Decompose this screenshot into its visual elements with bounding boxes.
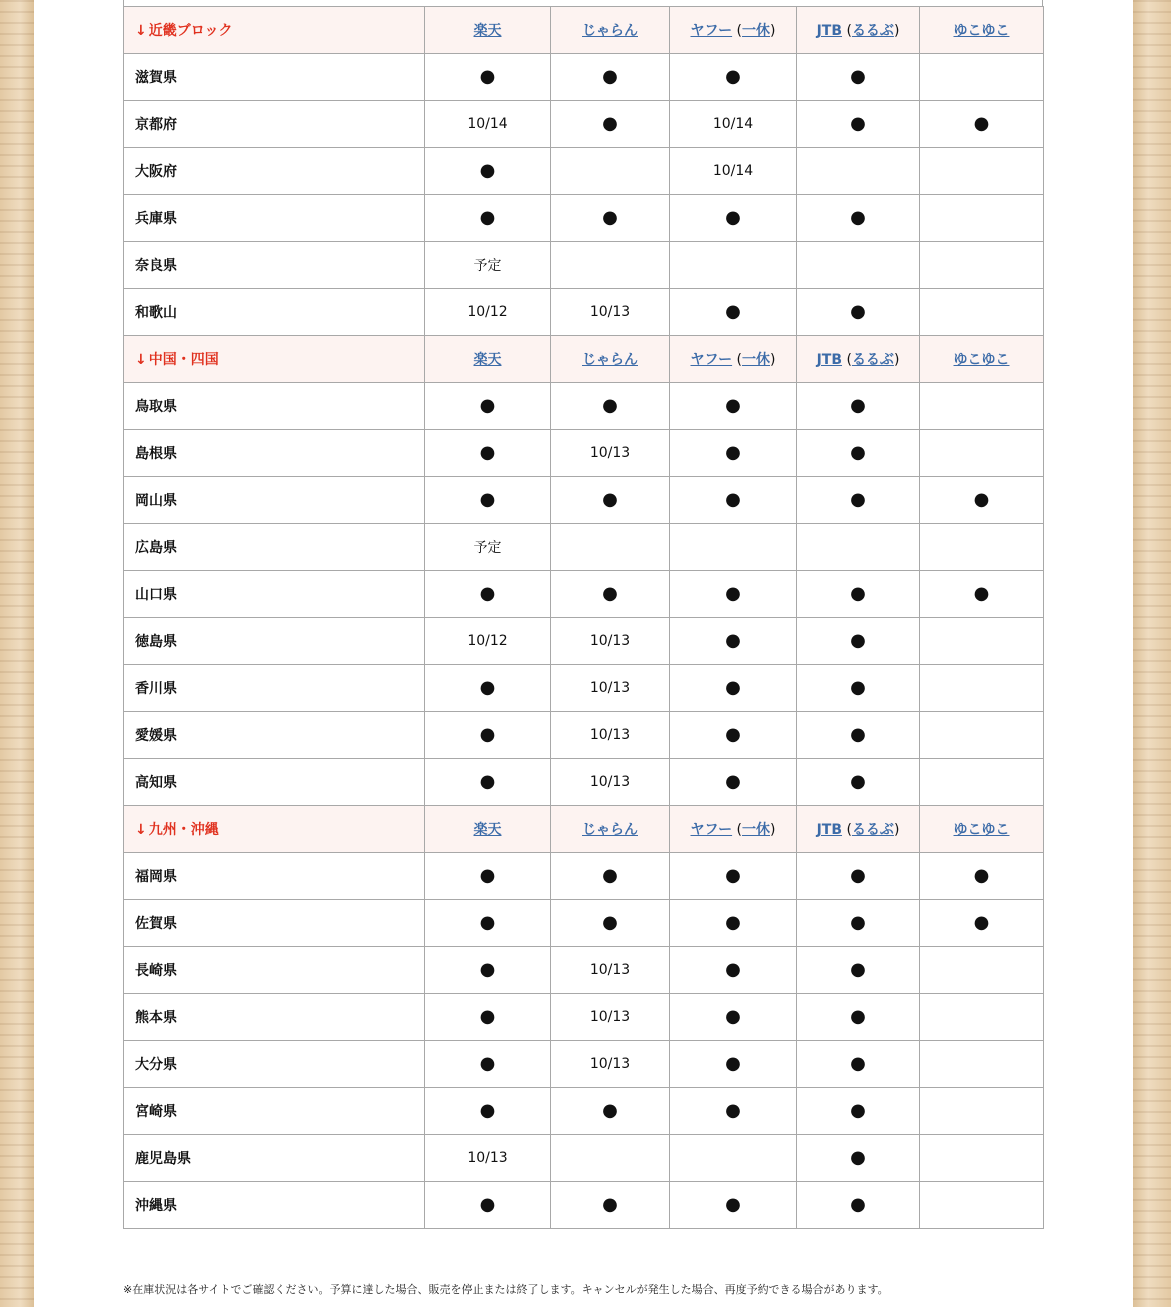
available-dot-icon: ● (602, 395, 618, 416)
available-dot-icon: ● (725, 1053, 741, 1074)
cell-yukoyuko (920, 242, 1044, 289)
yahoo-link[interactable]: ヤフー (690, 352, 733, 368)
available-dot-icon: ● (973, 912, 990, 933)
cell-jtb (797, 665, 920, 712)
available-dot-icon: ● (479, 912, 496, 933)
available-dot-icon: ● (725, 1100, 741, 1121)
cell-jtb (797, 1182, 920, 1229)
table-row (124, 947, 1044, 994)
cell-jtb (797, 900, 920, 947)
available-dot-icon: ● (602, 1100, 618, 1121)
table-row (124, 289, 1044, 336)
jalan-link[interactable]: じゃらん (582, 822, 638, 838)
down-arrow-icon: ↓ (135, 822, 147, 838)
region-header-row (124, 336, 1044, 383)
prefecture-name: 鹿児島県 (124, 1135, 425, 1182)
rakuten-link[interactable]: 楽天 (473, 822, 502, 838)
jtb-link[interactable]: JTB (816, 352, 843, 368)
cell-jtb (797, 524, 920, 571)
cell-jtb (797, 712, 920, 759)
available-dot-icon: ● (602, 66, 618, 87)
available-dot-icon: ● (850, 1053, 866, 1074)
cell-jtb (797, 947, 920, 994)
table-row (124, 618, 1044, 665)
table-row (124, 242, 1044, 289)
rurubu-link[interactable]: るるぶ (851, 822, 894, 838)
cell-yukoyuko (920, 571, 1044, 618)
available-dot-icon: ● (850, 583, 866, 604)
cell-yukoyuko (920, 195, 1044, 242)
cell-jtb (797, 1088, 920, 1135)
prefecture-name: 兵庫県 (124, 195, 425, 242)
cell-rakuten (425, 195, 551, 242)
header-yukoyuko (920, 806, 1044, 853)
cell-yahoo (670, 994, 797, 1041)
cell-jalan: 10/13 (551, 994, 670, 1041)
table-row (124, 900, 1044, 947)
prefecture-name: 福岡県 (124, 853, 425, 900)
cell-jalan: 10/13 (551, 712, 670, 759)
available-dot-icon: ● (850, 865, 866, 886)
available-dot-icon: ● (725, 959, 741, 980)
available-dot-icon: ● (850, 207, 866, 228)
cell-yahoo (670, 289, 797, 336)
cell-rakuten: 予定 (425, 524, 551, 571)
down-arrow-icon: ↓ (135, 352, 147, 368)
available-dot-icon: ● (602, 1194, 618, 1215)
available-dot-icon: ● (725, 395, 741, 416)
paren-open: ( (732, 822, 743, 838)
cell-yukoyuko (920, 1041, 1044, 1088)
yukoyuko-link[interactable]: ゆこゆこ (953, 352, 1010, 368)
availability-table (123, 6, 1044, 1229)
available-dot-icon: ● (973, 583, 990, 604)
cell-rakuten: 予定 (425, 242, 551, 289)
available-dot-icon: ● (479, 160, 496, 181)
header-yahoo-ikyu (670, 336, 797, 383)
region-name (124, 7, 425, 54)
jtb-link[interactable]: JTB (816, 822, 843, 838)
cell-jalan (551, 571, 670, 618)
table-row (124, 477, 1044, 524)
cell-jalan: 10/13 (551, 759, 670, 806)
cell-yukoyuko (920, 712, 1044, 759)
cell-yahoo (670, 242, 797, 289)
table-row (124, 665, 1044, 712)
available-dot-icon: ● (850, 301, 866, 322)
available-dot-icon: ● (850, 677, 866, 698)
header-yahoo-ikyu (670, 806, 797, 853)
available-dot-icon: ● (479, 865, 496, 886)
cell-yukoyuko (920, 383, 1044, 430)
available-dot-icon: ● (479, 489, 496, 510)
cell-jtb (797, 430, 920, 477)
cell-jtb (797, 1135, 920, 1182)
cell-rakuten: 10/12 (425, 289, 551, 336)
cell-rakuten (425, 853, 551, 900)
cell-jalan: 10/13 (551, 618, 670, 665)
cell-rakuten (425, 54, 551, 101)
paren-open: ( (732, 352, 743, 368)
header-jalan (551, 7, 670, 54)
cell-rakuten (425, 1088, 551, 1135)
prefecture-name: 鳥取県 (124, 383, 425, 430)
cell-jalan (551, 1182, 670, 1229)
cell-yukoyuko (920, 148, 1044, 195)
cell-jalan (551, 477, 670, 524)
prefecture-name: 熊本県 (124, 994, 425, 1041)
ikyu-link[interactable]: 一休 (742, 822, 771, 838)
jalan-link[interactable]: じゃらん (582, 23, 638, 39)
cell-yukoyuko (920, 947, 1044, 994)
cell-jtb (797, 195, 920, 242)
prefecture-name: 佐賀県 (124, 900, 425, 947)
cell-yahoo: 10/14 (670, 148, 797, 195)
yukoyuko-link[interactable]: ゆこゆこ (953, 23, 1010, 39)
cell-jalan (551, 524, 670, 571)
cell-yahoo (670, 477, 797, 524)
table-row (124, 430, 1044, 477)
prefecture-name: 奈良県 (124, 242, 425, 289)
available-dot-icon: ● (850, 912, 866, 933)
prefecture-name: 高知県 (124, 759, 425, 806)
available-dot-icon: ● (850, 442, 866, 463)
available-dot-icon: ● (479, 207, 496, 228)
cell-yahoo (670, 1182, 797, 1229)
rurubu-link[interactable]: るるぶ (851, 23, 894, 39)
cell-jalan (551, 148, 670, 195)
available-dot-icon: ● (479, 677, 496, 698)
prefecture-name: 山口県 (124, 571, 425, 618)
cell-jalan (551, 1135, 670, 1182)
prefecture-name: 大分県 (124, 1041, 425, 1088)
cell-rakuten (425, 477, 551, 524)
available-dot-icon: ● (479, 771, 496, 792)
cell-rakuten (425, 1041, 551, 1088)
cell-jtb (797, 477, 920, 524)
table-row (124, 148, 1044, 195)
available-dot-icon: ● (479, 1006, 496, 1027)
cell-jalan (551, 101, 670, 148)
cell-yahoo (670, 195, 797, 242)
header-jalan (551, 336, 670, 383)
cell-yukoyuko (920, 853, 1044, 900)
cell-yahoo (670, 665, 797, 712)
cell-jalan (551, 1088, 670, 1135)
cell-jalan: 10/13 (551, 1041, 670, 1088)
cell-jtb (797, 383, 920, 430)
cell-rakuten (425, 665, 551, 712)
table-row (124, 759, 1044, 806)
cell-rakuten (425, 571, 551, 618)
prefecture-name: 島根県 (124, 430, 425, 477)
region-header-row (124, 7, 1044, 54)
available-dot-icon: ● (602, 865, 618, 886)
available-dot-icon: ● (725, 630, 741, 651)
available-dot-icon: ● (479, 395, 496, 416)
available-dot-icon: ● (850, 1006, 866, 1027)
cell-jalan (551, 853, 670, 900)
header-rakuten (425, 7, 551, 54)
prefecture-name: 宮崎県 (124, 1088, 425, 1135)
available-dot-icon: ● (725, 301, 741, 322)
cell-yukoyuko (920, 54, 1044, 101)
available-dot-icon: ● (725, 66, 741, 87)
available-dot-icon: ● (850, 1147, 866, 1168)
cell-rakuten (425, 759, 551, 806)
prefecture-name: 広島県 (124, 524, 425, 571)
cell-yukoyuko (920, 1182, 1044, 1229)
rakuten-link[interactable]: 楽天 (473, 352, 502, 368)
cell-yukoyuko (920, 900, 1044, 947)
cell-yahoo (670, 618, 797, 665)
available-dot-icon: ● (850, 1100, 866, 1121)
region-header-row (124, 806, 1044, 853)
table-row (124, 54, 1044, 101)
cell-yahoo (670, 1088, 797, 1135)
cell-yahoo (670, 947, 797, 994)
cell-rakuten (425, 148, 551, 195)
table-row (124, 1182, 1044, 1229)
ikyu-link[interactable]: 一休 (742, 352, 771, 368)
available-dot-icon: ● (602, 583, 618, 604)
available-dot-icon: ● (850, 771, 866, 792)
available-dot-icon: ● (850, 113, 866, 134)
available-dot-icon: ● (479, 583, 496, 604)
cell-rakuten (425, 994, 551, 1041)
cell-jtb (797, 853, 920, 900)
available-dot-icon: ● (850, 489, 866, 510)
available-dot-icon: ● (973, 865, 990, 886)
prefecture-name: 和歌山 (124, 289, 425, 336)
wood-border-right (1132, 0, 1171, 1307)
available-dot-icon: ● (602, 207, 618, 228)
available-dot-icon: ● (725, 771, 741, 792)
cell-rakuten (425, 430, 551, 477)
cell-yahoo (670, 571, 797, 618)
region-name (124, 806, 425, 853)
cell-yahoo: 10/14 (670, 101, 797, 148)
cell-jalan (551, 242, 670, 289)
table-row (124, 571, 1044, 618)
cell-yahoo (670, 1135, 797, 1182)
available-dot-icon: ● (850, 66, 866, 87)
prefecture-name: 香川県 (124, 665, 425, 712)
paren-close: ) (770, 822, 776, 838)
header-jtb-rurubu (797, 336, 920, 383)
cell-jtb (797, 618, 920, 665)
prefecture-name: 岡山県 (124, 477, 425, 524)
table-row (124, 712, 1044, 759)
cell-yukoyuko (920, 1088, 1044, 1135)
paren-open: ( (842, 822, 852, 838)
cell-yahoo (670, 712, 797, 759)
cell-jtb (797, 242, 920, 289)
cell-yahoo (670, 1041, 797, 1088)
cell-yahoo (670, 853, 797, 900)
cell-yahoo (670, 900, 797, 947)
available-dot-icon: ● (725, 207, 741, 228)
prefecture-name: 京都府 (124, 101, 425, 148)
cell-jtb (797, 1041, 920, 1088)
cell-jtb (797, 289, 920, 336)
header-rakuten (425, 806, 551, 853)
cell-jalan (551, 195, 670, 242)
available-dot-icon: ● (479, 1053, 496, 1074)
cell-yukoyuko (920, 524, 1044, 571)
cell-jalan (551, 900, 670, 947)
prefecture-name: 沖縄県 (124, 1182, 425, 1229)
paren-close: ) (893, 23, 900, 39)
paren-close: ) (770, 352, 776, 368)
table-row (124, 1135, 1044, 1182)
main-content (34, 0, 1133, 1307)
cell-jalan: 10/13 (551, 947, 670, 994)
prefecture-name: 長崎県 (124, 947, 425, 994)
cell-rakuten (425, 1182, 551, 1229)
table-row (124, 1041, 1044, 1088)
available-dot-icon: ● (479, 1100, 496, 1121)
available-dot-icon: ● (725, 912, 741, 933)
footnote: ※在庫状況は各サイトでご確認ください。予算に達した場合、販売を停止または終了します。キャンセルが発生した場合、再度予約できる場合があります。 (123, 1283, 889, 1296)
available-dot-icon: ● (850, 724, 866, 745)
jalan-link[interactable]: じゃらん (582, 352, 638, 368)
available-dot-icon: ● (850, 630, 866, 651)
cell-yukoyuko (920, 665, 1044, 712)
table-row (124, 101, 1044, 148)
table-row (124, 853, 1044, 900)
prefecture-name: 大阪府 (124, 148, 425, 195)
cell-jtb (797, 54, 920, 101)
cell-yahoo (670, 759, 797, 806)
paren-open: ( (732, 23, 743, 39)
header-rakuten (425, 336, 551, 383)
table-row (124, 195, 1044, 242)
ikyu-link[interactable]: 一休 (742, 23, 771, 39)
available-dot-icon: ● (725, 489, 741, 510)
rurubu-link[interactable]: るるぶ (851, 352, 894, 368)
cell-yukoyuko (920, 289, 1044, 336)
cell-yukoyuko (920, 618, 1044, 665)
available-dot-icon: ● (725, 724, 741, 745)
cell-rakuten: 10/13 (425, 1135, 551, 1182)
cell-yukoyuko (920, 994, 1044, 1041)
header-jtb-rurubu (797, 7, 920, 54)
cell-yukoyuko (920, 1135, 1044, 1182)
header-yahoo-ikyu (670, 7, 797, 54)
available-dot-icon: ● (602, 489, 618, 510)
header-jalan (551, 806, 670, 853)
cell-yahoo (670, 524, 797, 571)
jtb-link[interactable]: JTB (816, 23, 843, 39)
prefecture-name: 愛媛県 (124, 712, 425, 759)
region-name (124, 336, 425, 383)
cell-jalan (551, 383, 670, 430)
available-dot-icon: ● (725, 442, 741, 463)
available-dot-icon: ● (602, 113, 618, 134)
region-label: 九州・沖縄 (148, 822, 219, 838)
cell-yahoo (670, 430, 797, 477)
available-dot-icon: ● (850, 959, 866, 980)
yahoo-link[interactable]: ヤフー (690, 23, 733, 39)
available-dot-icon: ● (725, 1194, 741, 1215)
header-jtb-rurubu (797, 806, 920, 853)
region-label: 近畿ブロック (148, 23, 233, 39)
cell-jtb (797, 571, 920, 618)
cell-yukoyuko (920, 477, 1044, 524)
cell-jtb (797, 759, 920, 806)
paren-close: ) (770, 23, 776, 39)
cell-jalan: 10/13 (551, 289, 670, 336)
cell-jalan: 10/13 (551, 430, 670, 477)
paren-open: ( (842, 352, 852, 368)
available-dot-icon: ● (479, 959, 496, 980)
down-arrow-icon: ↓ (135, 23, 147, 39)
prefecture-name: 滋賀県 (124, 54, 425, 101)
available-dot-icon: ● (479, 1194, 496, 1215)
header-yukoyuko (920, 7, 1044, 54)
paren-open: ( (842, 23, 852, 39)
cell-yahoo (670, 383, 797, 430)
yukoyuko-link[interactable]: ゆこゆこ (953, 822, 1010, 838)
cell-rakuten (425, 900, 551, 947)
cell-rakuten (425, 947, 551, 994)
table-row (124, 524, 1044, 571)
available-dot-icon: ● (973, 489, 990, 510)
available-dot-icon: ● (479, 66, 496, 87)
available-dot-icon: ● (850, 395, 866, 416)
cell-rakuten: 10/14 (425, 101, 551, 148)
cell-yukoyuko (920, 101, 1044, 148)
available-dot-icon: ● (479, 442, 496, 463)
cell-jtb (797, 101, 920, 148)
cell-yukoyuko (920, 759, 1044, 806)
cell-jalan (551, 54, 670, 101)
prefecture-name: 徳島県 (124, 618, 425, 665)
available-dot-icon: ● (725, 865, 741, 886)
header-yukoyuko (920, 336, 1044, 383)
cell-yahoo (670, 54, 797, 101)
cell-jtb (797, 148, 920, 195)
paren-close: ) (893, 822, 900, 838)
rakuten-link[interactable]: 楽天 (473, 23, 502, 39)
available-dot-icon: ● (725, 1006, 741, 1027)
cell-rakuten (425, 712, 551, 759)
cell-jalan: 10/13 (551, 665, 670, 712)
available-dot-icon: ● (725, 583, 741, 604)
cell-yukoyuko (920, 430, 1044, 477)
cell-jtb (797, 994, 920, 1041)
available-dot-icon: ● (479, 724, 496, 745)
available-dot-icon: ● (602, 912, 618, 933)
table-row (124, 1088, 1044, 1135)
table-row (124, 383, 1044, 430)
available-dot-icon: ● (725, 677, 741, 698)
available-dot-icon: ● (973, 113, 990, 134)
available-dot-icon: ● (850, 1194, 866, 1215)
wood-border-left (0, 0, 35, 1307)
cell-rakuten (425, 383, 551, 430)
paren-close: ) (893, 352, 900, 368)
table-row (124, 994, 1044, 1041)
cell-rakuten: 10/12 (425, 618, 551, 665)
region-label: 中国・四国 (148, 352, 219, 368)
yahoo-link[interactable]: ヤフー (690, 822, 733, 838)
